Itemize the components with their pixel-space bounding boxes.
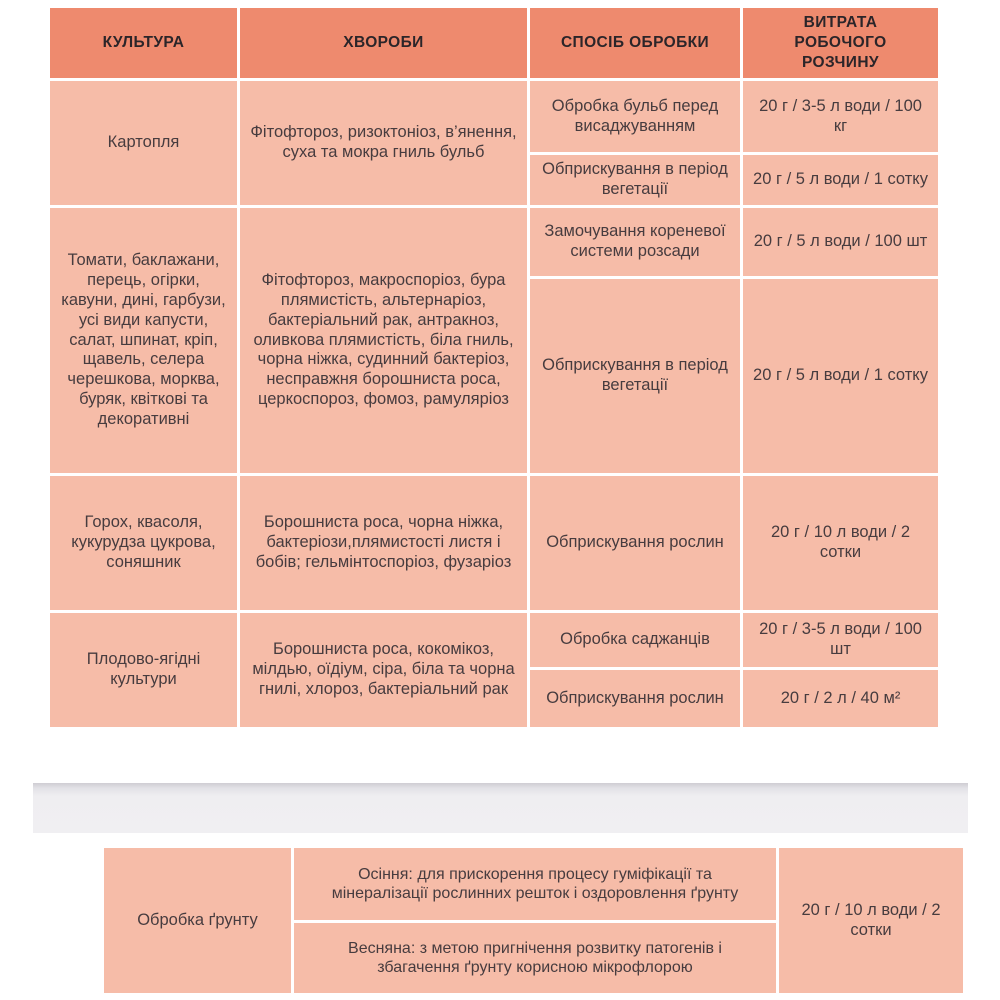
culture-cell bbox=[50, 613, 237, 727]
dose-text: 20 г / 5 л води / 1 сотку bbox=[753, 366, 928, 385]
method-cell bbox=[530, 208, 740, 276]
method-cell bbox=[530, 155, 740, 205]
method-text: Обприскування в період вегетації bbox=[542, 160, 728, 198]
dose-cell bbox=[743, 155, 938, 205]
method-cell bbox=[530, 476, 740, 610]
soil-culture-text: Обробка ґрунту bbox=[137, 910, 258, 929]
diseases-text: Борошниста роса, чорна ніжка, бактеріози,плямистості листя і бобів; гельмінтоспоріоз, фузаріоз bbox=[255, 513, 512, 571]
dose-cell bbox=[743, 279, 938, 473]
dose-text: 20 г / 5 л води / 100 шт bbox=[753, 232, 928, 251]
dose-text: 20 г / 2 л / 40 м² bbox=[780, 688, 901, 707]
diseases-cell bbox=[240, 476, 527, 610]
culture-text: Горох, квасоля, кукурудза цукрова, соняшник bbox=[71, 513, 216, 571]
method-cell bbox=[530, 670, 740, 727]
method-cell bbox=[530, 613, 740, 667]
column-header-diseases-label: ХВОРОБИ bbox=[343, 33, 424, 51]
section-divider-bar bbox=[33, 783, 968, 833]
culture-text: Плодово-ягідні культури bbox=[86, 650, 201, 688]
soil-application-cell bbox=[294, 848, 776, 920]
dose-text: 20 г / 3-5 л води / 100 кг bbox=[759, 96, 922, 135]
column-header-method-label: СПОСІБ ОБРОБКИ bbox=[560, 33, 710, 51]
column-header-culture bbox=[50, 8, 237, 78]
method-text: Обприскування рослин bbox=[546, 688, 724, 707]
method-text: Обприскування рослин bbox=[546, 533, 724, 552]
culture-text: Томати, баклажани, перець, огірки, кавуни, дині, гарбузи, усі види капусти, салат, шпинат, кріп, щавель, селера черешкова, морква, буряк, квіткові та декоративні bbox=[61, 251, 226, 428]
dose-cell bbox=[743, 670, 938, 727]
method-cell bbox=[530, 279, 740, 473]
soil-treatment-table bbox=[104, 848, 963, 993]
method-text: Обробка бульб перед висаджуванням bbox=[551, 96, 719, 135]
culture-cell bbox=[50, 81, 237, 205]
soil-application-cell bbox=[294, 923, 776, 993]
column-header-method bbox=[530, 8, 740, 78]
diseases-cell bbox=[240, 81, 527, 205]
dose-cell bbox=[743, 81, 938, 152]
dose-cell bbox=[743, 208, 938, 276]
column-header-dose-label: ВИТРАТА РОБОЧОГО РОЗЧИНУ bbox=[794, 13, 887, 72]
dose-text: 20 г / 10 л води / 2 сотки bbox=[770, 523, 911, 561]
diseases-cell bbox=[240, 208, 527, 473]
method-cell bbox=[530, 81, 740, 152]
soil-application-text: Весняна: з метою пригнічення розвитку патогенів і збагачення ґрунту корисною мікрофлорою bbox=[348, 939, 722, 976]
dose-text: 20 г / 5 л води / 1 сотку bbox=[753, 170, 928, 189]
usage-table bbox=[50, 8, 938, 727]
diseases-text: Борошниста роса, кокомікоз, мілдью, оїдіум, сіра, біла та чорна гнилі, хлороз, бактеріальний рак bbox=[252, 640, 515, 698]
column-header-dose bbox=[743, 8, 938, 78]
column-header-culture-label: КУЛЬТУРА bbox=[102, 33, 185, 51]
dose-text: 20 г / 3-5 л води / 100 шт bbox=[759, 620, 922, 658]
dose-cell bbox=[743, 613, 938, 667]
soil-dose-text: 20 г / 10 л води / 2 сотки bbox=[801, 900, 941, 939]
culture-cell bbox=[50, 476, 237, 610]
column-header-diseases bbox=[240, 8, 527, 78]
culture-cell bbox=[50, 208, 237, 473]
diseases-text: Фітофтороз, макроспоріоз, бура плямистість, альтернаріоз, бактеріальний рак, антракноз, оливкова плямистість, біла гниль, чорна ніжка, судинний бактеріоз, несправжня борошниста роса, церкоспороз, фомоз, рамуляріоз bbox=[253, 271, 514, 408]
method-text: Обприскування в період вегетації bbox=[542, 356, 728, 394]
method-text: Обробка саджанців bbox=[560, 630, 710, 649]
dose-cell bbox=[743, 476, 938, 610]
diseases-cell bbox=[240, 613, 527, 727]
soil-dose-cell bbox=[779, 848, 963, 993]
diseases-text: Фітофтороз, ризоктоніоз, в’янення, суха та мокра гниль бульб bbox=[250, 123, 517, 161]
soil-application-text: Осіння: для прискорення процесу гуміфікації та мінералізації рослинних решток і оздоровлення ґрунту bbox=[331, 865, 739, 902]
soil-culture-cell bbox=[104, 848, 291, 993]
method-text: Замочування кореневої системи розсади bbox=[544, 222, 726, 260]
culture-text: Картопля bbox=[107, 133, 180, 152]
